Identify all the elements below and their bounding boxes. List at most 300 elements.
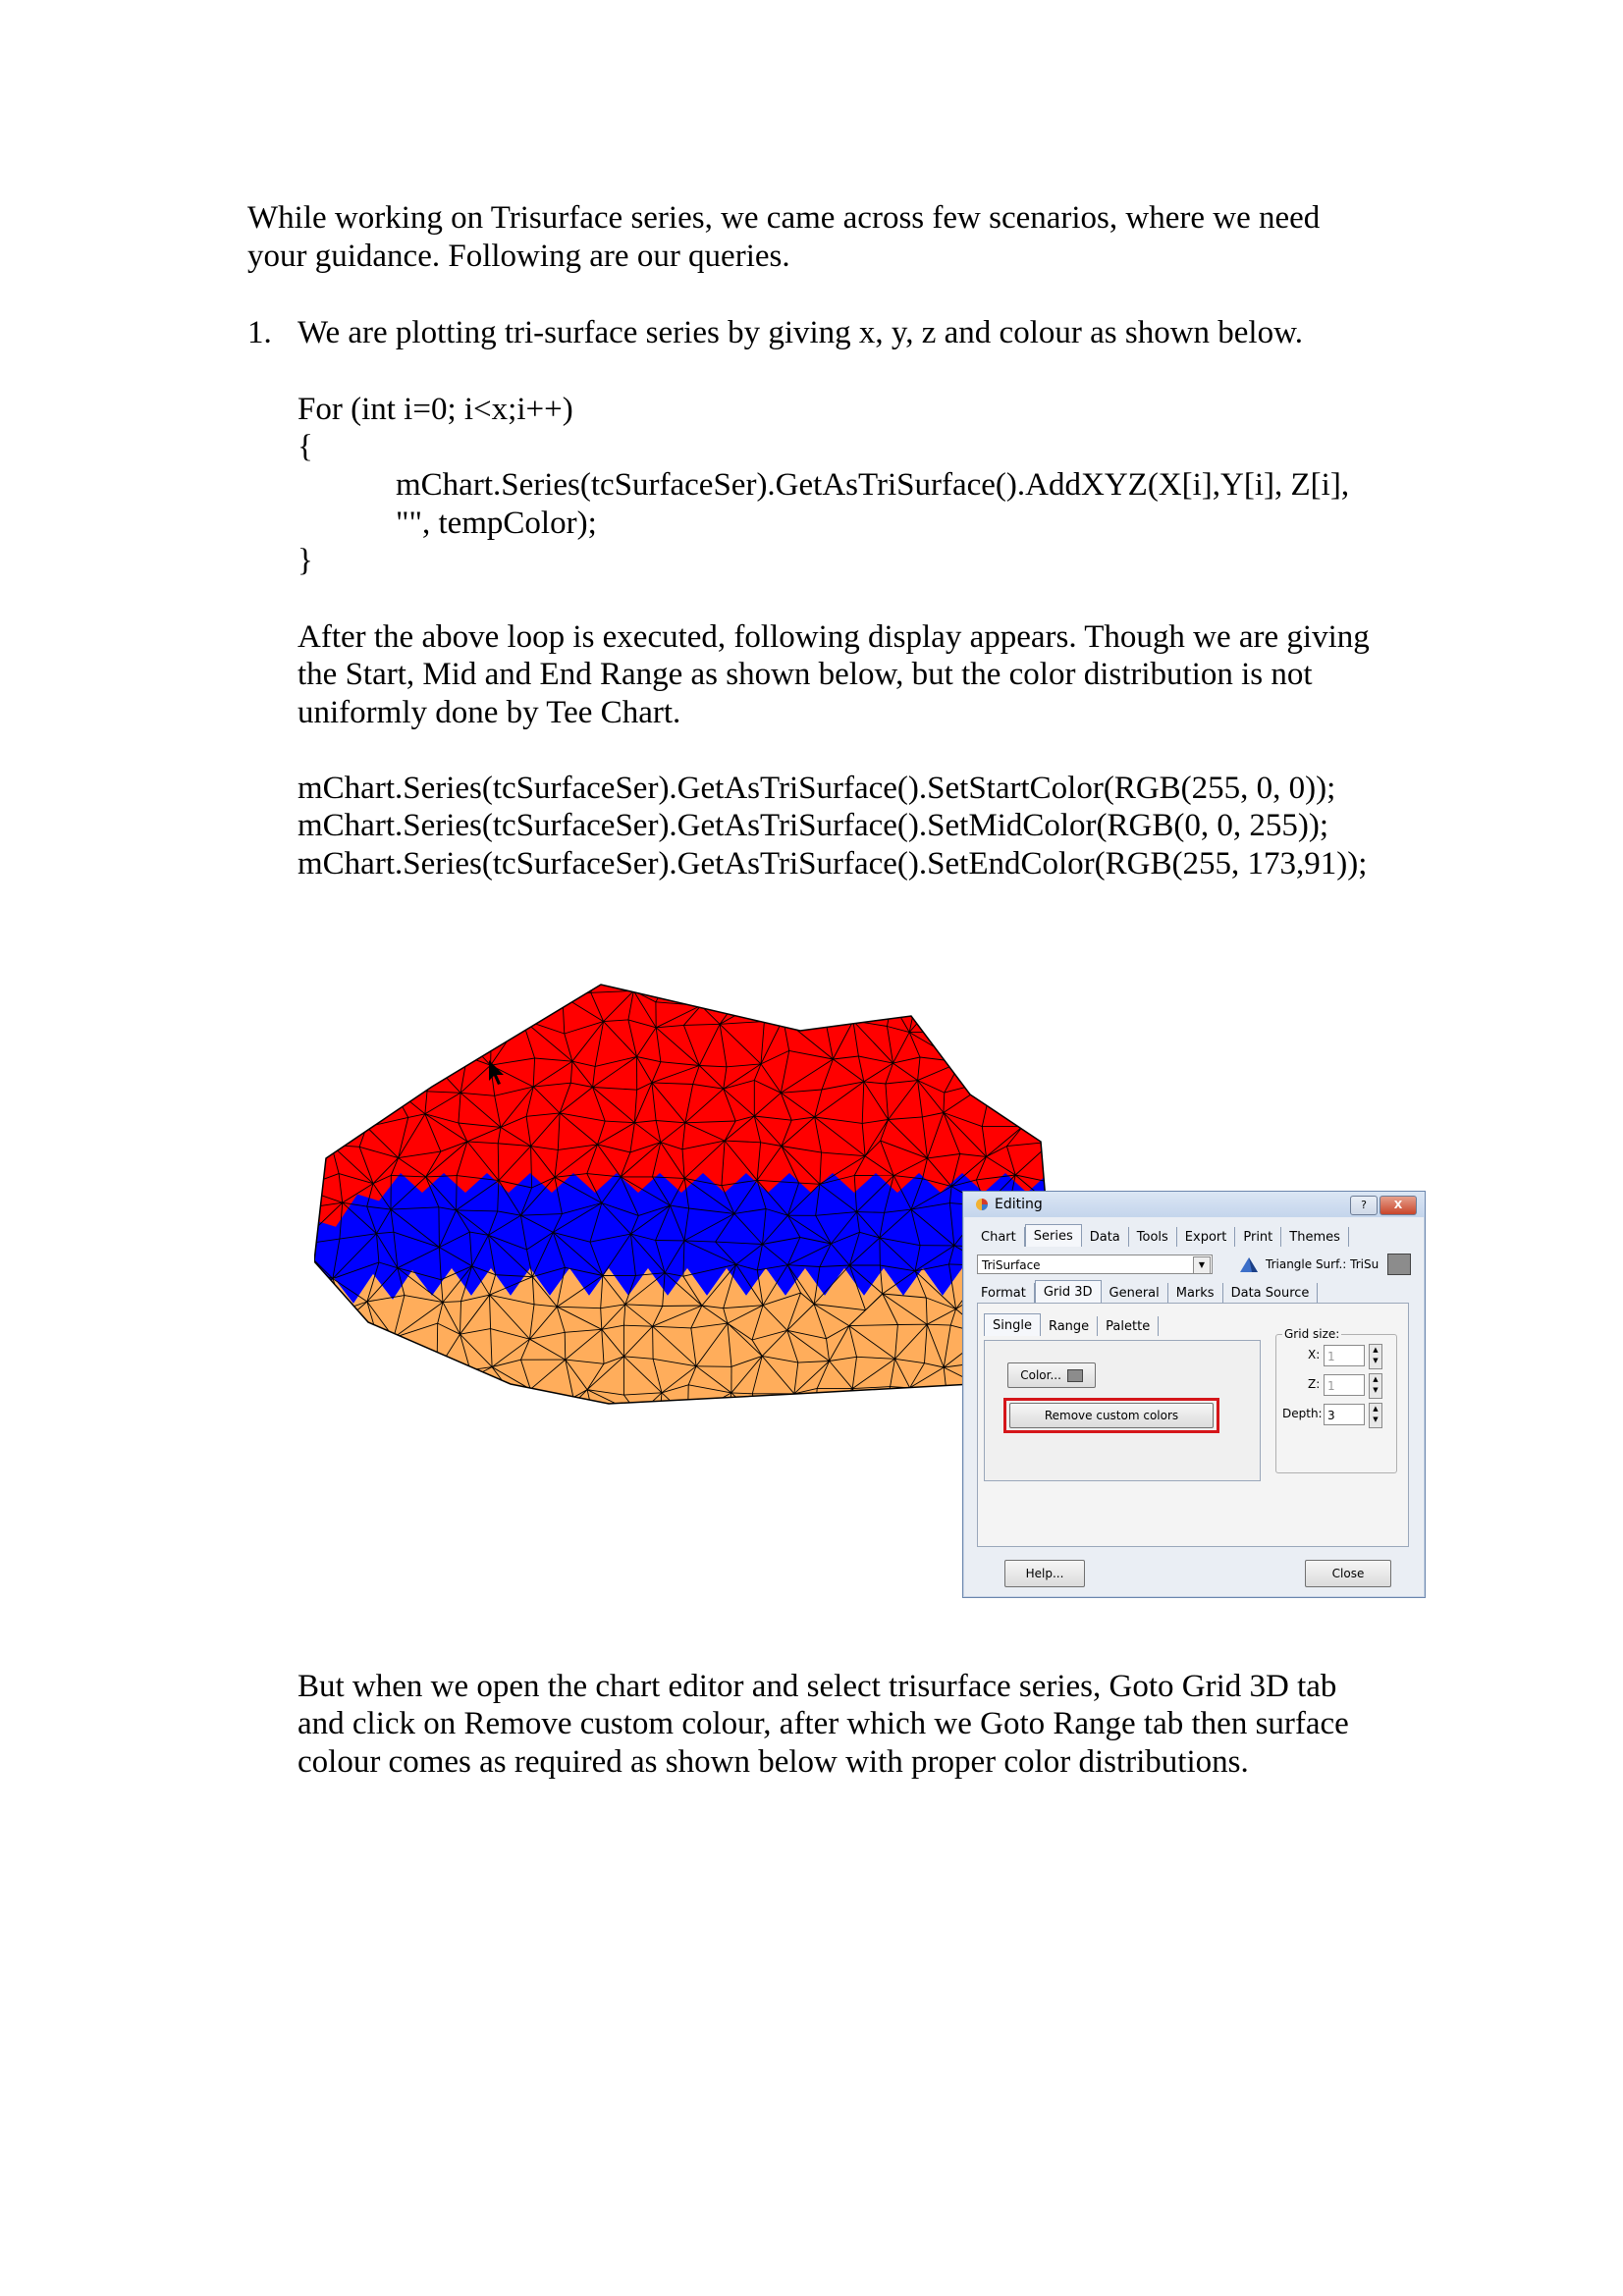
subtab-format[interactable]: Format — [973, 1283, 1035, 1303]
mesh-edge — [530, 996, 563, 1003]
mesh-edge — [360, 1326, 374, 1366]
mesh-edge — [889, 964, 892, 1001]
color-line-3: mChart.Series(tcSurfaceSer).GetAsTriSurface().SetEndColor(RGB(255, 173,91)); — [298, 846, 1368, 881]
mesh-edge — [763, 1000, 783, 1020]
tab-data[interactable]: Data — [1082, 1227, 1129, 1247]
mesh-edge — [336, 1366, 360, 1401]
mesh-edge — [878, 1388, 910, 1425]
mesh-edge — [366, 1089, 379, 1127]
mesh-edge — [557, 1398, 573, 1420]
but-line-1: But when we open the chart editor and select trisurface series, Goto Grid 3D tab — [298, 1669, 1337, 1704]
mesh-edge — [360, 1366, 374, 1401]
mesh-edge — [756, 963, 794, 968]
mesh-edge — [854, 962, 892, 1001]
mesh-edge — [332, 1127, 346, 1145]
mesh-edge — [397, 1370, 437, 1371]
mesh-edge — [359, 990, 368, 1022]
mesh-edge — [314, 1121, 332, 1145]
mesh-edge — [490, 1384, 505, 1429]
mesh-edge — [401, 1032, 406, 1056]
mesh-edge — [1011, 962, 1049, 974]
gridtab-single[interactable]: Single — [984, 1313, 1041, 1336]
mesh-edge — [912, 972, 915, 1005]
mesh-edge — [359, 1060, 380, 1090]
mesh-edge — [314, 1024, 346, 1050]
mesh-edge — [498, 962, 531, 997]
grid-tab-row — [984, 1316, 1159, 1336]
mesh-edge — [1045, 1026, 1086, 1053]
mesh-edge — [1008, 1006, 1045, 1026]
mesh-edge — [814, 1425, 862, 1426]
mesh-edge — [878, 1419, 912, 1425]
mesh-edge — [960, 1036, 981, 1062]
mesh-edge — [563, 961, 568, 996]
z-input[interactable]: 1 — [1324, 1374, 1365, 1396]
mesh-edge — [763, 963, 793, 999]
depth-stepper[interactable]: ▲ ▼ — [1369, 1403, 1382, 1428]
mesh-edge — [793, 1394, 794, 1431]
mesh-edge — [392, 974, 393, 996]
mesh-edge — [531, 962, 563, 996]
tab-print[interactable]: Print — [1235, 1227, 1281, 1247]
mesh-edge — [492, 997, 498, 1020]
mesh-edge — [530, 962, 531, 1003]
mesh-edge — [638, 1415, 659, 1424]
mesh-edge — [314, 1325, 341, 1367]
mesh-edge — [819, 994, 853, 1021]
main-tab-row — [973, 1227, 1349, 1247]
mesh-edge — [794, 963, 819, 994]
mesh-edge — [854, 962, 889, 964]
mesh-edge — [435, 1034, 460, 1065]
mesh-edge — [1016, 1031, 1022, 1067]
dialog-titlebar[interactable] — [963, 1192, 1425, 1217]
mesh-edge — [476, 994, 498, 997]
mesh-edge — [359, 1032, 406, 1060]
tab-tools[interactable]: Tools — [1129, 1227, 1177, 1247]
mesh-edge — [314, 1000, 346, 1024]
series-select-value: TriSurface — [982, 1258, 1041, 1272]
mesh-edge — [849, 995, 853, 1021]
subtab-data-source[interactable]: Data Source — [1223, 1283, 1319, 1303]
mesh-edge — [568, 961, 598, 967]
mesh-edge — [784, 994, 820, 1019]
series-select[interactable] — [977, 1255, 1213, 1274]
mesh-edge — [498, 997, 522, 1020]
mesh-edge — [314, 1325, 341, 1333]
mesh-edge — [368, 990, 392, 996]
grid-size-label: Grid size: — [1284, 1327, 1340, 1341]
mesh-edge — [438, 994, 476, 1000]
mesh-edge — [379, 1087, 392, 1089]
mesh-edge — [461, 972, 497, 997]
mesh-edge — [1016, 1067, 1046, 1084]
intro-line-1: While working on Trisurface series, we came across few scenarios, where we need — [247, 200, 1321, 236]
mesh-edge — [392, 1399, 444, 1420]
mesh-edge — [1055, 1184, 1075, 1185]
remove-custom-colors-button[interactable]: Remove custom colors — [1009, 1403, 1214, 1428]
mesh-edge — [1022, 1026, 1045, 1031]
mesh-edge — [333, 1080, 346, 1127]
after-line-3: uniformly done by Tee Chart. — [298, 695, 681, 730]
mesh-edge — [393, 974, 438, 1000]
mesh-edge — [330, 1055, 359, 1060]
mesh-edge — [461, 959, 502, 972]
depth-input[interactable]: 3 — [1324, 1404, 1365, 1425]
mesh-edge — [981, 1036, 1016, 1067]
mesh-edge — [622, 959, 633, 991]
mesh-edge — [951, 1032, 961, 1062]
mesh-edge — [359, 1022, 406, 1032]
mesh-edge — [374, 1399, 392, 1401]
mesh-edge — [459, 1367, 492, 1385]
mesh-edge — [314, 1050, 330, 1054]
mesh-edge — [889, 964, 912, 972]
mesh-edge — [333, 1080, 367, 1127]
mesh-edge — [460, 997, 498, 1034]
mesh-edge — [314, 992, 329, 1000]
mesh-edge — [1018, 1085, 1023, 1127]
mesh-edge — [1008, 1004, 1049, 1006]
mesh-edge — [763, 988, 791, 999]
mesh-edge — [976, 975, 1008, 1006]
mesh-edge — [359, 1056, 401, 1060]
mesh-edge — [1053, 1142, 1056, 1183]
subtab-general[interactable]: General — [1102, 1283, 1168, 1303]
mesh-edge — [947, 1401, 956, 1416]
mesh-edge — [314, 1050, 333, 1080]
mesh-edge — [794, 963, 816, 976]
item-1-text: We are plotting tri-surface series by giving x, y, z and colour as shown below. — [298, 315, 1304, 350]
dialog-help-button[interactable]: ? — [1350, 1196, 1378, 1215]
sub-tab-row — [973, 1283, 1318, 1303]
mesh-edge — [685, 961, 735, 966]
mesh-edge — [314, 1080, 333, 1121]
mesh-edge — [392, 1399, 406, 1427]
mesh-edge — [1008, 974, 1011, 1006]
mesh-edge — [459, 1370, 470, 1385]
mesh-edge — [1045, 1004, 1049, 1026]
mesh-edge — [758, 1417, 793, 1431]
code-line-1: mChart.Series(tcSurfaceSer).GetAsTriSurface().AddXYZ(X[i],Y[i], Z[i], — [396, 467, 1350, 503]
mesh-edge — [329, 962, 330, 992]
mesh-edge — [330, 1024, 346, 1055]
color-line-2: mChart.Series(tcSurfaceSer).GetAsTriSurface().SetMidColor(RGB(0, 0, 255)); — [298, 808, 1328, 843]
mesh-edge — [314, 1145, 332, 1147]
gridtab-palette[interactable]: Palette — [1098, 1316, 1159, 1336]
mesh-edge — [393, 965, 436, 973]
chevron-down-icon[interactable]: ▼ — [1193, 1256, 1211, 1274]
mesh-edge — [460, 1020, 492, 1034]
mesh-edge — [333, 1080, 379, 1089]
mesh-edge — [530, 1389, 557, 1420]
code-for-line: For (int i=0; i<x;i++) — [298, 392, 573, 427]
mesh-edge — [346, 1022, 359, 1024]
tab-themes[interactable]: Themes — [1281, 1227, 1349, 1247]
mesh-edge — [975, 1056, 1016, 1067]
mesh-edge — [359, 1427, 406, 1430]
mesh-edge — [814, 1389, 852, 1426]
mesh-edge — [1047, 1052, 1054, 1084]
mesh-edge — [849, 995, 892, 1001]
mesh-edge — [735, 961, 763, 999]
mesh-edge — [467, 1418, 491, 1430]
tab-series[interactable]: Series — [1025, 1224, 1082, 1247]
x-stepper[interactable]: ▲ ▼ — [1369, 1344, 1382, 1369]
x-input[interactable]: 1 — [1324, 1345, 1365, 1366]
intro-line-2: your guidance. Following are our queries. — [247, 239, 790, 274]
grid3d-panel — [977, 1303, 1409, 1547]
teechart-app-icon — [975, 1198, 989, 1211]
mesh-edge — [597, 959, 622, 967]
series-color-swatch[interactable] — [1387, 1254, 1411, 1275]
tab-chart[interactable]: Chart — [973, 1227, 1025, 1247]
mesh-edge — [557, 1420, 596, 1430]
item-1-number: 1. — [247, 315, 272, 350]
mesh-edge — [949, 964, 976, 974]
mesh-edge — [912, 972, 942, 995]
mesh-edge — [314, 1121, 346, 1127]
mesh-edge — [685, 966, 701, 1005]
mesh-edge — [976, 974, 1012, 975]
mesh-edge — [784, 988, 792, 1019]
mesh-edge — [360, 1366, 397, 1370]
mesh-edge — [1053, 1142, 1076, 1184]
mesh-edge — [346, 1024, 359, 1060]
mesh-edge — [341, 1325, 374, 1326]
mesh-edge — [975, 1036, 981, 1056]
mesh-edge — [392, 1065, 435, 1087]
mesh-edge — [329, 962, 368, 989]
mesh-edge — [849, 962, 854, 995]
code-close-brace: } — [298, 543, 313, 578]
mesh-edge — [565, 1332, 566, 1360]
mesh-edge — [443, 1384, 459, 1420]
mesh-edge — [406, 1032, 438, 1035]
mesh-edge — [1047, 1084, 1088, 1089]
mesh-edge — [341, 1309, 345, 1325]
mesh-edge — [401, 1056, 435, 1066]
mesh-edge — [909, 995, 942, 1033]
mesh-edge — [341, 1325, 344, 1366]
mesh-edge — [671, 966, 685, 976]
mesh-edge — [498, 997, 530, 1003]
mesh-edge — [330, 1055, 333, 1081]
mesh-edge — [359, 1401, 374, 1430]
mesh-edge — [314, 1391, 336, 1401]
mesh-edge — [457, 1176, 458, 1210]
mesh-edge — [329, 962, 368, 967]
color-line-1: mChart.Series(tcSurfaceSer).GetAsTriSurface().SetStartColor(RGB(255, 0, 0)); — [298, 771, 1336, 806]
mesh-edge — [1018, 1084, 1047, 1085]
mesh-edge — [912, 1416, 956, 1419]
mesh-edge — [435, 1035, 438, 1066]
mesh-edge — [525, 1389, 530, 1420]
mesh-edge — [1008, 962, 1049, 1006]
mesh-edge — [878, 1387, 891, 1425]
z-stepper[interactable]: ▲ ▼ — [1369, 1373, 1382, 1399]
mesh-edge — [993, 1067, 1017, 1081]
mesh-edge — [764, 1019, 783, 1022]
mesh-edge — [333, 1060, 359, 1081]
mesh-edge — [1016, 1067, 1018, 1085]
mesh-edge — [443, 1418, 466, 1420]
mesh-edge — [951, 1032, 982, 1035]
mesh-edge — [314, 1279, 333, 1304]
mesh-edge — [438, 972, 461, 1000]
mesh-edge — [314, 1366, 344, 1367]
mesh-edge — [314, 1401, 336, 1416]
mesh-edge — [960, 1062, 992, 1081]
subtab-grid-3d[interactable]: Grid 3D — [1035, 1280, 1102, 1303]
mesh-edge — [1073, 1035, 1086, 1052]
mesh-edge — [406, 1420, 443, 1427]
mesh-edge — [1049, 962, 1084, 965]
code-open-brace: { — [298, 429, 313, 464]
mesh-edge — [942, 995, 981, 1036]
mesh-edge — [1008, 1006, 1022, 1031]
editing-dialog[interactable] — [962, 1191, 1426, 1598]
mesh-edge — [1075, 1148, 1085, 1184]
mesh-edge — [1053, 1142, 1085, 1148]
mesh-edge — [1053, 1112, 1081, 1143]
subtab-marks[interactable]: Marks — [1168, 1283, 1223, 1303]
color-button[interactable]: Color... — [1007, 1362, 1096, 1388]
mesh-edge — [392, 1387, 445, 1399]
mesh-edge — [653, 1326, 654, 1359]
mesh-edge — [437, 1370, 444, 1387]
mesh-edge — [392, 1087, 427, 1092]
mesh-edge — [633, 976, 670, 991]
mesh-edge — [794, 1394, 814, 1426]
x-label: X: — [1308, 1348, 1321, 1362]
mesh-edge — [816, 976, 819, 995]
mesh-edge — [314, 1416, 342, 1426]
dialog-title: Editing — [995, 1197, 1043, 1212]
mesh-edge — [1023, 1126, 1049, 1127]
mesh-edge — [1049, 996, 1084, 1003]
mesh-edge — [437, 1370, 459, 1384]
mesh-edge — [436, 965, 438, 999]
mesh-edge — [392, 995, 406, 1031]
mesh-edge — [336, 1401, 359, 1430]
gridtab-range[interactable]: Range — [1041, 1316, 1098, 1336]
dialog-close-x-button[interactable]: X — [1380, 1196, 1417, 1215]
after-line-1: After the above loop is executed, following display appears. Though we are giving — [298, 619, 1370, 655]
mesh-edge — [910, 1388, 912, 1419]
mesh-edge — [329, 992, 346, 1024]
code-line-2: "", tempColor); — [396, 506, 597, 541]
tab-export[interactable]: Export — [1177, 1227, 1236, 1247]
mesh-edge — [392, 1370, 437, 1399]
mesh-edge — [814, 1388, 817, 1425]
mesh-edge — [734, 961, 735, 1003]
mesh-edge — [522, 1003, 530, 1019]
mesh-edge — [314, 1080, 333, 1089]
mesh-edge — [1073, 996, 1084, 1035]
mesh-edge — [622, 959, 671, 976]
mesh-edge — [763, 1000, 764, 1022]
mesh-edge — [1016, 1026, 1045, 1067]
mesh-edge — [394, 1338, 397, 1370]
mesh-edge — [437, 1370, 470, 1371]
mesh-edge — [368, 967, 393, 974]
mesh-edge — [341, 1325, 360, 1367]
but-line-3: colour comes as required as shown below with proper color distributions. — [298, 1744, 1249, 1780]
mesh-edge — [942, 995, 951, 1033]
mesh-edge — [443, 1387, 444, 1420]
mesh-edge — [852, 1389, 877, 1425]
mesh-edge — [314, 1024, 346, 1034]
mesh-edge — [1047, 1084, 1049, 1125]
mesh-edge — [987, 996, 1008, 1006]
mesh-edge — [1086, 1052, 1087, 1089]
mesh-edge — [359, 1060, 392, 1087]
mesh-edge — [314, 1304, 341, 1325]
mesh-edge — [1081, 1112, 1085, 1148]
mesh-edge — [360, 1338, 394, 1367]
mesh-edge — [392, 995, 438, 999]
mesh-edge — [314, 1367, 336, 1401]
mesh-edge — [1045, 1026, 1054, 1052]
mesh-edge — [392, 1370, 397, 1399]
help-button[interactable]: Help... — [1004, 1560, 1085, 1587]
mesh-edge — [392, 1056, 401, 1087]
mesh-edge — [503, 959, 532, 962]
mesh-edge — [734, 1000, 763, 1004]
mesh-edge — [756, 968, 763, 1000]
mesh-edge — [981, 1031, 1021, 1036]
mesh-edge — [659, 1417, 687, 1424]
z-label: Z: — [1308, 1377, 1321, 1391]
mesh-edge — [819, 994, 849, 995]
mesh-edge — [360, 1366, 392, 1399]
mesh-edge — [688, 1417, 726, 1426]
but-line-2: and click on Remove custom colour, after which we Goto Range tab then surface — [298, 1706, 1349, 1741]
mesh-edge — [981, 996, 987, 1036]
mesh-edge — [701, 961, 735, 1005]
mesh-edge — [459, 1384, 467, 1418]
mesh-edge — [1023, 1084, 1047, 1126]
mesh-edge — [1045, 996, 1084, 1025]
mesh-edge — [368, 974, 393, 990]
mesh-edge — [852, 1389, 862, 1425]
mesh-edge — [444, 1384, 458, 1387]
mesh-edge — [439, 1207, 440, 1248]
mesh-edge — [1047, 1084, 1081, 1111]
mesh-edge — [1049, 1126, 1053, 1143]
mesh-edge — [438, 1000, 439, 1035]
mesh-edge — [910, 1388, 957, 1416]
mesh-edge — [406, 1000, 438, 1032]
depth-label: Depth: — [1282, 1407, 1323, 1420]
mesh-edge — [1047, 1052, 1086, 1084]
mesh-edge — [435, 1057, 467, 1066]
close-button[interactable]: Close — [1305, 1560, 1391, 1587]
mesh-edge — [344, 1366, 361, 1367]
mesh-edge — [981, 1006, 1008, 1036]
mesh-edge — [436, 965, 461, 972]
mesh-edge — [960, 1056, 975, 1062]
mesh-edge — [1016, 1052, 1053, 1067]
mesh-edge — [1045, 1026, 1073, 1035]
mesh-edge — [853, 1001, 892, 1021]
mesh-edge — [976, 975, 987, 996]
mesh-edge — [460, 994, 476, 1034]
mesh-edge — [892, 1001, 915, 1005]
mesh-edge — [791, 988, 819, 994]
mesh-edge — [314, 1304, 345, 1309]
